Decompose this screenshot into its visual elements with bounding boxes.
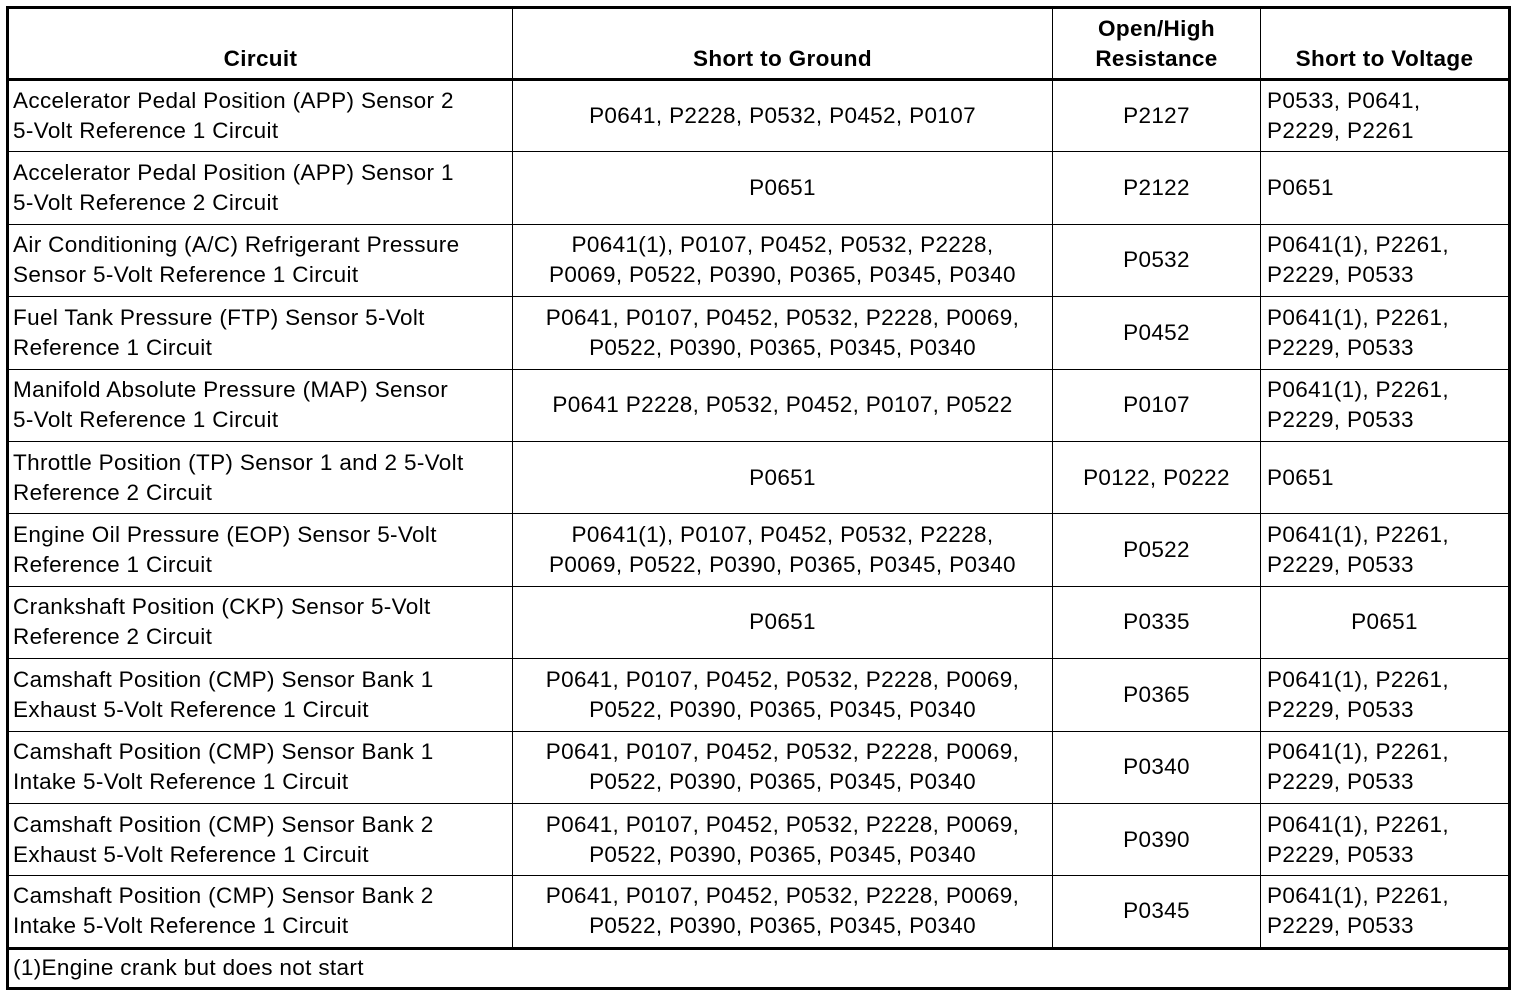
cell-short-to-ground-line: P0641(1), P0107, P0452, P0532, P2228,	[571, 522, 994, 548]
cell-short-to-voltage-line: P0641(1), P2261,	[1267, 739, 1449, 765]
cell-circuit	[8, 224, 513, 296]
cell-open-high-resistance	[1053, 876, 1261, 948]
cell-circuit	[8, 731, 513, 803]
cell-open-high-resistance-line: P0340	[1123, 754, 1190, 780]
cell-open-high-resistance	[1053, 80, 1261, 152]
cell-short-to-voltage-line: P2229, P0533	[1267, 696, 1414, 722]
cell-short-to-voltage	[1261, 876, 1510, 948]
cell-short-to-ground	[513, 297, 1053, 369]
cell-open-high-resistance	[1053, 586, 1261, 658]
cell-circuit	[8, 514, 513, 586]
cell-short-to-voltage-line: P2229, P0533	[1267, 913, 1414, 939]
cell-short-to-ground-line: P0069, P0522, P0390, P0365, P0345, P0340	[549, 262, 1016, 288]
cell-short-to-voltage-line: P0533, P0641,	[1267, 88, 1421, 114]
table-row	[8, 369, 1510, 441]
cell-open-high-resistance	[1053, 297, 1261, 369]
cell-open-high-resistance-line: P2127	[1123, 103, 1190, 129]
table-row	[8, 80, 1510, 152]
cell-short-to-ground-line: P0651	[749, 175, 816, 201]
cell-short-to-voltage-line: P0651	[1267, 175, 1334, 201]
cell-open-high-resistance-line: P0107	[1123, 392, 1190, 418]
cell-circuit	[8, 297, 513, 369]
cell-circuit-line: Manifold Absolute Pressure (MAP) Sensor	[13, 377, 449, 403]
footnote-text: (1)Engine crank but does not start	[13, 955, 364, 981]
cell-short-to-voltage-line: P2229, P0533	[1267, 841, 1414, 867]
footnote-cell	[8, 948, 1510, 988]
table-row	[8, 731, 1510, 803]
cell-short-to-ground-line: P0641, P2228, P0532, P0452, P0107	[589, 103, 976, 129]
cell-open-high-resistance-line: P0522	[1123, 537, 1190, 563]
cell-circuit	[8, 441, 513, 513]
cell-short-to-ground-line: P0641, P0107, P0452, P0532, P2228, P0069,	[545, 304, 1020, 330]
cell-circuit-line: 5-Volt Reference 1 Circuit	[13, 407, 279, 433]
cell-open-high-resistance-line: P0345	[1123, 898, 1190, 924]
table-row	[8, 297, 1510, 369]
cell-circuit	[8, 803, 513, 875]
cell-short-to-voltage-line: P0641(1), P2261,	[1267, 666, 1449, 692]
cell-short-to-voltage-line: P0641(1), P2261,	[1267, 304, 1449, 330]
cell-circuit-line: Reference 1 Circuit	[13, 552, 213, 578]
cell-short-to-ground-line: P0522, P0390, P0365, P0345, P0340	[589, 841, 976, 867]
cell-circuit	[8, 369, 513, 441]
cell-short-to-voltage	[1261, 586, 1510, 658]
cell-short-to-voltage	[1261, 731, 1510, 803]
cell-open-high-resistance	[1053, 514, 1261, 586]
cell-circuit-line: Sensor 5-Volt Reference 1 Circuit	[13, 262, 359, 288]
cell-short-to-voltage-line: P0651	[1351, 609, 1418, 635]
cell-circuit-line: Exhaust 5-Volt Reference 1 Circuit	[13, 696, 369, 722]
cell-circuit	[8, 876, 513, 948]
header-circuit-label: Circuit	[223, 46, 298, 71]
cell-circuit-line: Camshaft Position (CMP) Sensor Bank 2	[13, 811, 434, 837]
cell-circuit-line: Engine Oil Pressure (EOP) Sensor 5-Volt	[13, 522, 437, 548]
cell-short-to-ground-line: P0069, P0522, P0390, P0365, P0345, P0340	[549, 552, 1016, 578]
cell-open-high-resistance-line: P0452	[1123, 319, 1190, 345]
cell-short-to-voltage	[1261, 152, 1510, 224]
cell-short-to-ground-line: P0651	[749, 609, 816, 635]
cell-circuit-line: Fuel Tank Pressure (FTP) Sensor 5-Volt	[13, 304, 425, 330]
header-short-to-ground	[513, 8, 1053, 80]
cell-short-to-ground	[513, 803, 1053, 875]
table-row	[8, 659, 1510, 731]
cell-circuit-line: Throttle Position (TP) Sensor 1 and 2 5-Volt	[13, 449, 464, 475]
cell-circuit-line: Camshaft Position (CMP) Sensor Bank 2	[13, 883, 434, 909]
cell-circuit-line: Exhaust 5-Volt Reference 1 Circuit	[13, 841, 369, 867]
cell-open-high-resistance-line: P0365	[1123, 681, 1190, 707]
cell-short-to-ground	[513, 514, 1053, 586]
cell-circuit-line: Camshaft Position (CMP) Sensor Bank 1	[13, 666, 434, 692]
table-row	[8, 803, 1510, 875]
cell-short-to-voltage-line: P2229, P0533	[1267, 407, 1414, 433]
cell-circuit-line: 5-Volt Reference 1 Circuit	[13, 118, 279, 144]
cell-open-high-resistance-line: P2122	[1123, 175, 1190, 201]
cell-circuit-line: Reference 2 Circuit	[13, 479, 213, 505]
cell-open-high-resistance	[1053, 224, 1261, 296]
table-row	[8, 224, 1510, 296]
header-short-to-voltage	[1261, 8, 1510, 80]
header-open-high-resistance-line: Resistance	[1095, 46, 1218, 71]
cell-open-high-resistance-line: P0122, P0222	[1083, 464, 1230, 490]
cell-circuit-line: Air Conditioning (A/C) Refrigerant Pressure	[13, 232, 460, 258]
cell-circuit-line: Intake 5-Volt Reference 1 Circuit	[13, 769, 349, 795]
cell-short-to-voltage-line: P0641(1), P2261,	[1267, 377, 1449, 403]
cell-short-to-ground-line: P0522, P0390, P0365, P0345, P0340	[589, 913, 976, 939]
header-row	[8, 8, 1510, 80]
footnote-row	[8, 948, 1510, 988]
cell-short-to-ground-line: P0641, P0107, P0452, P0532, P2228, P0069,	[545, 739, 1020, 765]
cell-short-to-ground	[513, 731, 1053, 803]
cell-short-to-voltage	[1261, 514, 1510, 586]
cell-circuit-line: Intake 5-Volt Reference 1 Circuit	[13, 913, 349, 939]
cell-open-high-resistance	[1053, 441, 1261, 513]
cell-short-to-ground	[513, 586, 1053, 658]
cell-short-to-ground	[513, 876, 1053, 948]
cell-short-to-ground-line: P0522, P0390, P0365, P0345, P0340	[589, 696, 976, 722]
table-row	[8, 152, 1510, 224]
cell-short-to-voltage-line: P0651	[1267, 464, 1334, 490]
dtc-circuit-table	[6, 6, 1511, 990]
cell-short-to-ground	[513, 441, 1053, 513]
cell-short-to-ground-line: P0641, P0107, P0452, P0532, P2228, P0069,	[545, 811, 1020, 837]
cell-circuit	[8, 80, 513, 152]
cell-short-to-ground-line: P0522, P0390, P0365, P0345, P0340	[589, 334, 976, 360]
cell-open-high-resistance	[1053, 152, 1261, 224]
cell-short-to-voltage	[1261, 224, 1510, 296]
cell-short-to-ground	[513, 369, 1053, 441]
cell-circuit-line: 5-Volt Reference 2 Circuit	[13, 190, 279, 216]
cell-open-high-resistance	[1053, 803, 1261, 875]
cell-circuit-line: Accelerator Pedal Position (APP) Sensor 1	[13, 160, 454, 186]
cell-short-to-voltage	[1261, 297, 1510, 369]
cell-open-high-resistance	[1053, 369, 1261, 441]
cell-short-to-voltage	[1261, 80, 1510, 152]
cell-short-to-ground-line: P0651	[749, 464, 816, 490]
cell-short-to-voltage-line: P2229, P0533	[1267, 262, 1414, 288]
table-row	[8, 586, 1510, 658]
cell-circuit	[8, 586, 513, 658]
cell-short-to-voltage	[1261, 369, 1510, 441]
table-body	[8, 80, 1510, 989]
cell-short-to-voltage-line: P2229, P0533	[1267, 769, 1414, 795]
cell-circuit	[8, 152, 513, 224]
cell-open-high-resistance	[1053, 659, 1261, 731]
cell-short-to-voltage	[1261, 659, 1510, 731]
cell-short-to-ground	[513, 80, 1053, 152]
table-row	[8, 441, 1510, 513]
cell-open-high-resistance-line: P0335	[1123, 609, 1190, 635]
cell-short-to-ground	[513, 152, 1053, 224]
header-open-high-resistance-line: Open/High	[1098, 16, 1215, 41]
cell-short-to-voltage-line: P2229, P2261	[1267, 118, 1414, 144]
cell-short-to-ground	[513, 659, 1053, 731]
cell-short-to-ground-line: P0641, P0107, P0452, P0532, P2228, P0069,	[545, 883, 1020, 909]
cell-circuit	[8, 659, 513, 731]
table-row	[8, 876, 1510, 948]
cell-short-to-ground	[513, 224, 1053, 296]
cell-short-to-voltage-line: P0641(1), P2261,	[1267, 883, 1449, 909]
cell-open-high-resistance-line: P0390	[1123, 826, 1190, 852]
cell-short-to-ground-line: P0641(1), P0107, P0452, P0532, P2228,	[571, 232, 994, 258]
cell-circuit-line: Reference 2 Circuit	[13, 624, 213, 650]
cell-short-to-ground-line: P0641, P0107, P0452, P0532, P2228, P0069,	[545, 666, 1020, 692]
cell-short-to-voltage-line: P2229, P0533	[1267, 552, 1414, 578]
cell-short-to-ground-line: P0641 P2228, P0532, P0452, P0107, P0522	[552, 392, 1013, 418]
header-open-high-resistance	[1053, 8, 1261, 80]
cell-short-to-ground-line: P0522, P0390, P0365, P0345, P0340	[589, 769, 976, 795]
cell-short-to-voltage	[1261, 441, 1510, 513]
table-header	[8, 8, 1510, 80]
cell-circuit-line: Reference 1 Circuit	[13, 334, 213, 360]
cell-short-to-voltage-line: P0641(1), P2261,	[1267, 811, 1449, 837]
header-short-to-ground-label: Short to Ground	[693, 46, 872, 71]
cell-short-to-voltage-line: P0641(1), P2261,	[1267, 232, 1449, 258]
header-short-to-voltage-label: Short to Voltage	[1295, 46, 1474, 71]
cell-open-high-resistance	[1053, 731, 1261, 803]
cell-short-to-voltage-line: P0641(1), P2261,	[1267, 522, 1449, 548]
cell-short-to-voltage-line: P2229, P0533	[1267, 334, 1414, 360]
cell-open-high-resistance-line: P0532	[1123, 247, 1190, 273]
cell-circuit-line: Accelerator Pedal Position (APP) Sensor 2	[13, 88, 454, 114]
cell-circuit-line: Crankshaft Position (CKP) Sensor 5-Volt	[13, 594, 431, 620]
cell-short-to-voltage	[1261, 803, 1510, 875]
cell-circuit-line: Camshaft Position (CMP) Sensor Bank 1	[13, 739, 434, 765]
header-circuit	[8, 8, 513, 80]
table-row	[8, 514, 1510, 586]
